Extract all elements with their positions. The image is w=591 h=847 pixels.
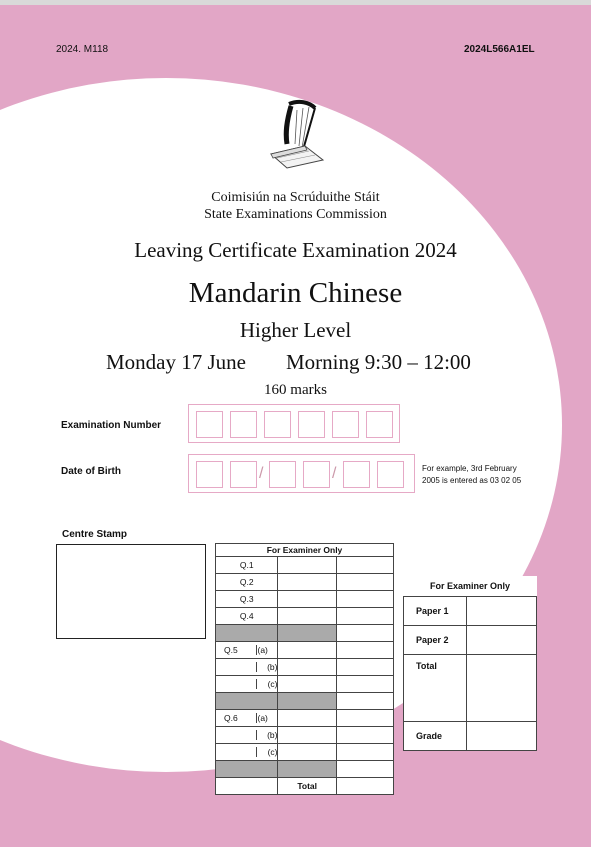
- table-row: (c): [216, 676, 394, 693]
- table-row: Q.3: [216, 591, 394, 608]
- paper2-label: Paper 2: [404, 626, 467, 655]
- table-row: (c): [216, 744, 394, 761]
- centre-stamp-box: [56, 544, 206, 639]
- table-row: Q.4: [216, 608, 394, 625]
- table-row: [216, 778, 394, 795]
- paper-code: 2024. M118: [56, 44, 109, 55]
- dob-hint: For example, 3rd February: [422, 464, 517, 473]
- dob-separator: /: [259, 465, 264, 482]
- examiner-summary-table: [403, 576, 537, 751]
- table-row: (b): [216, 659, 394, 676]
- commission-name-irish: Coimisiún na Scrúduithe Stáit: [211, 190, 380, 205]
- commission-name-english: State Examinations Commission: [204, 207, 387, 222]
- harp-logo-icon: [265, 98, 329, 172]
- document-code: 2024L566A1EL: [464, 44, 535, 55]
- table-row: Q.1: [216, 557, 394, 574]
- table-row: (b): [216, 727, 394, 744]
- summary-table-title: For Examiner Only: [404, 576, 537, 597]
- table-row: Q.6 (a): [216, 710, 394, 727]
- exam-subject: Mandarin Chinese: [188, 277, 403, 309]
- table-row: [216, 625, 394, 642]
- table-row: Q.2: [216, 574, 394, 591]
- dob-separator: /: [332, 465, 337, 482]
- total-label: Total: [404, 655, 467, 722]
- dob-hint: 2005 is entered as 03 02 05: [422, 476, 522, 485]
- examiner-marks-table: [215, 543, 394, 795]
- exam-number-label: Examination Number: [61, 420, 162, 431]
- exam-date: Monday 17 June: [106, 350, 246, 374]
- centre-stamp-label: Centre Stamp: [62, 529, 128, 540]
- table-row: Q.5 (a): [216, 642, 394, 659]
- table-row: [216, 693, 394, 710]
- exam-level: Higher Level: [239, 318, 352, 342]
- exam-time: Morning 9:30 – 12:00: [286, 350, 471, 374]
- exam-marks: 160 marks: [264, 382, 327, 398]
- total-label: Total: [278, 778, 336, 795]
- dob-field[interactable]: [188, 454, 415, 493]
- dob-label: Date of Birth: [61, 466, 121, 477]
- exam-number-field[interactable]: [188, 404, 400, 443]
- examiner-table-title: For Examiner Only: [216, 544, 394, 557]
- top-border: [0, 0, 591, 5]
- exam-title: Leaving Certificate Examination 2024: [134, 238, 457, 262]
- table-row: [216, 761, 394, 778]
- paper1-label: Paper 1: [404, 597, 467, 626]
- grade-label: Grade: [404, 722, 467, 751]
